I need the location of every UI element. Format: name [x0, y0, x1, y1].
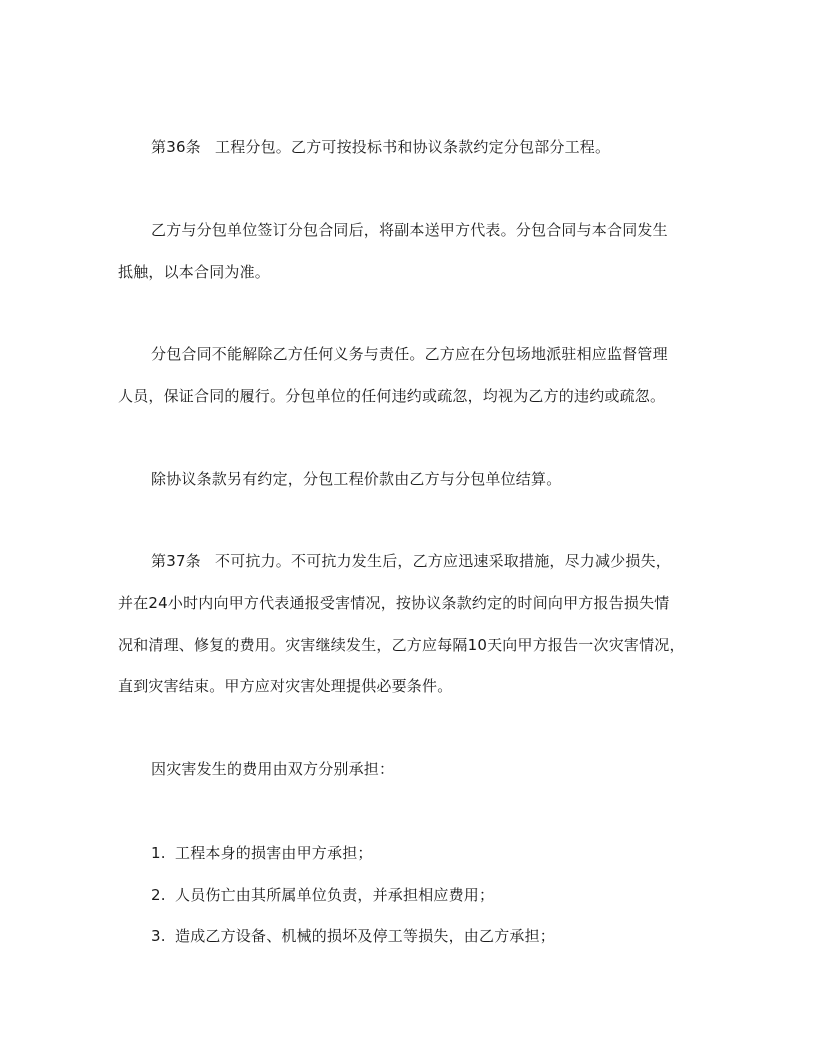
- list-item: [118, 925, 702, 947]
- document-page: [118, 0, 702, 1056]
- article-37-line3: 况和清理、修复的费用。灾害继续发生，乙方应每隔10天向甲方报告一次灾害情况，: [118, 636, 685, 654]
- article-36-para2-line2: 人员，保证合同的履行。分包单位的任何违约或疏忽，均视为乙方的违约或疏忽。: [118, 387, 666, 405]
- article-36-para3-line1: 除协议条款另有约定，分包工程价款由乙方与分包单位结算。: [151, 470, 562, 488]
- list-item: [118, 884, 702, 906]
- list-item-text: 造成乙方设备、机械的损坏及停工等损失，由乙方承担；: [175, 927, 556, 945]
- article-36-para1-line2: 抵触，以本合同为准。: [118, 263, 271, 281]
- list-item-text: 工程本身的损害由甲方承担；: [175, 844, 373, 862]
- article-36-para2-line1: 分包合同不能解除乙方任何义务与责任。乙方应在分包场地派驻相应监督管理: [151, 345, 668, 363]
- list-item-number: 1.: [151, 844, 166, 862]
- article-37-number: 第37条: [151, 552, 201, 570]
- article-36-para1-line1: 乙方与分包单位签订分包合同后，将副本送甲方代表。分包合同与本合同发生: [151, 221, 668, 239]
- article-37-line2: 并在24小时内向甲方代表通报受害情况，按协议条款约定的时间向甲方报告损失情: [118, 594, 670, 612]
- article-36-title: 工程分包。乙方可按投标书和协议条款约定分包部分工程。: [215, 138, 611, 156]
- article-37-costs-intro: 因灾害发生的费用由双方分别承担：: [151, 760, 395, 778]
- article-36-heading: [118, 136, 702, 158]
- article-37-title: 不可抗力。不可抗力发生后，乙方应迅速采取措施，尽力减少损失，: [215, 552, 672, 570]
- list-item-number: 3.: [151, 927, 166, 945]
- article-37-heading: [118, 550, 702, 572]
- list-item: [118, 842, 702, 864]
- article-37-line4: 直到灾害结束。甲方应对灾害处理提供必要条件。: [118, 677, 453, 695]
- list-item-number: 2.: [151, 886, 166, 904]
- list-item-text: 人员伤亡由其所属单位负责，并承担相应费用；: [175, 886, 495, 904]
- article-36-number: 第36条: [151, 138, 201, 156]
